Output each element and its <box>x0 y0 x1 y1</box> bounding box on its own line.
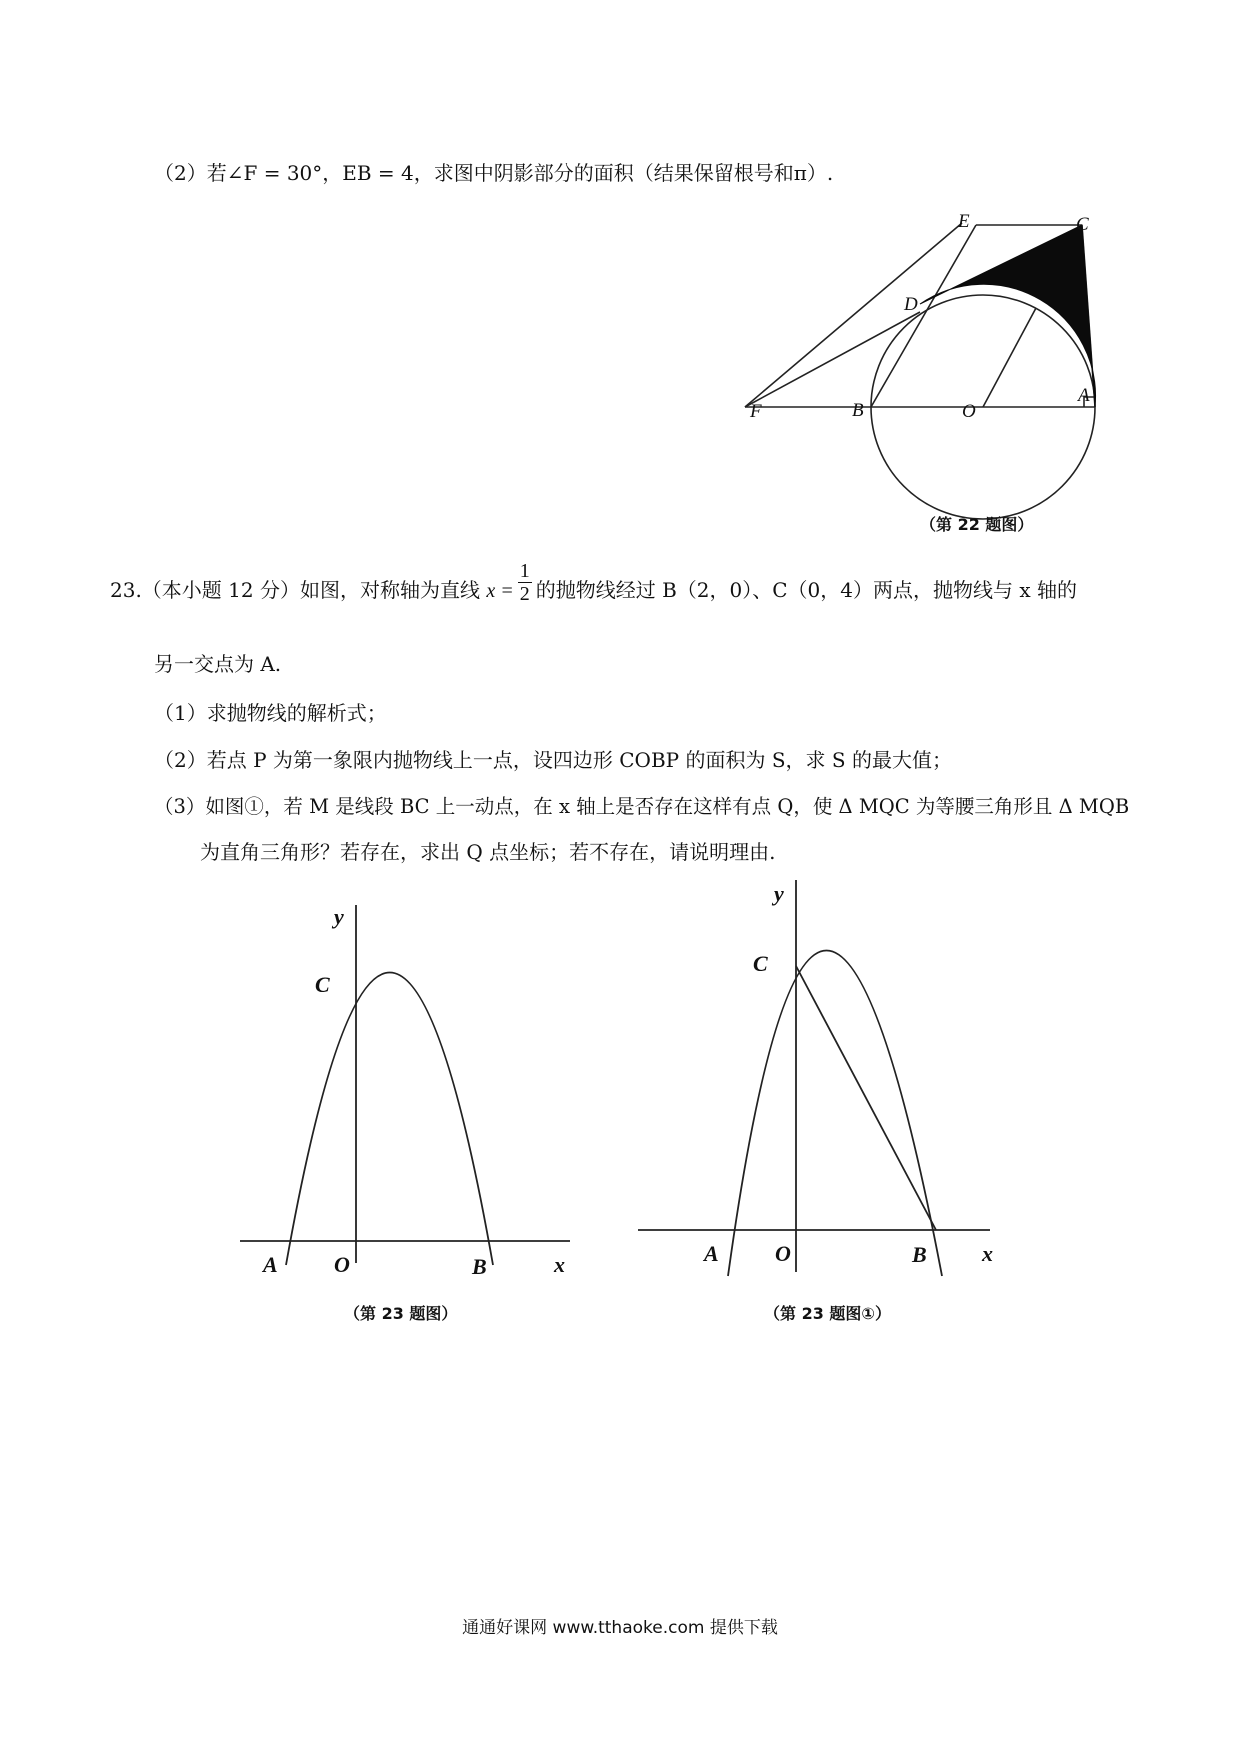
label-d: D <box>904 294 918 315</box>
label-e: E <box>958 211 970 232</box>
fig23-1-caption: （第 23 题图①） <box>764 1304 891 1323</box>
q23-frac-num: 1 <box>519 560 530 582</box>
shaded-region <box>920 225 1096 407</box>
fig23-1-label-x: x <box>982 1241 993 1266</box>
label-b: B <box>852 400 864 421</box>
line-fe <box>745 223 962 407</box>
label-f: F <box>750 401 762 422</box>
q23-part2: （2）若点 P 为第一象限内抛物线上一点，设四边形 COBP 的面积为 S，求 S 的最大值； <box>154 748 952 772</box>
fig23-parabola <box>286 973 493 1266</box>
q23-frac-den: 2 <box>519 583 530 605</box>
q23-lead: 23.（本小题 12 分）如图，对称轴为直线 <box>110 578 480 602</box>
fig23-1-label-y: y <box>774 881 784 906</box>
line-o-radius <box>983 308 1036 407</box>
fig23-label-o: O <box>334 1252 350 1277</box>
fig23-1-label-b: B <box>912 1242 927 1267</box>
q23-fraction <box>518 560 532 605</box>
q23-line1 <box>110 560 1077 606</box>
q23-part1: （1）求抛物线的解析式； <box>154 701 387 725</box>
line-fd-ext <box>745 312 920 407</box>
label-a: A <box>1078 385 1090 406</box>
q23-line2: 另一交点为 A. <box>154 652 282 676</box>
fig22-caption: （第 22 题图） <box>920 515 1034 534</box>
label-o: O <box>962 401 976 422</box>
fig23-1-parabola <box>728 951 942 1277</box>
fig23-label-b: B <box>472 1254 487 1279</box>
fig23-1-segment-bc <box>796 966 936 1230</box>
q22-part2-text: （2）若∠F = 30°，EB = 4，求图中阴影部分的面积（结果保留根号和π）. <box>154 161 834 185</box>
label-c: C <box>1076 214 1089 235</box>
fig23-label-x: x <box>554 1252 565 1277</box>
q23-x-eq: x = <box>486 580 514 602</box>
fig23-1-label-c: C <box>753 951 768 976</box>
fig23-label-a: A <box>263 1252 278 1277</box>
q23-part3-b: 为直角三角形？若存在，求出 Q 点坐标；若不存在，请说明理由. <box>200 840 776 864</box>
q23-part3-a: （3）如图①，若 M 是线段 BC 上一动点，在 x 轴上是否存在这样有点 Q，使 Δ MQC 为等腰三角形且 Δ MQB <box>154 795 1130 818</box>
fig23-caption: （第 23 题图） <box>344 1304 458 1323</box>
fig23-1-label-a: A <box>704 1241 719 1266</box>
page-footer: 通通好课网 www.tthaoke.com 提供下载 <box>462 1618 778 1638</box>
q23-tail: 的抛物线经过 B（2，0）、C（0，4）两点，抛物线与 x 轴的 <box>535 578 1077 602</box>
fig23-1-label-o: O <box>775 1241 791 1266</box>
fig23-label-y: y <box>334 904 344 929</box>
line-be <box>871 225 976 407</box>
fig23-label-c: C <box>315 972 330 997</box>
